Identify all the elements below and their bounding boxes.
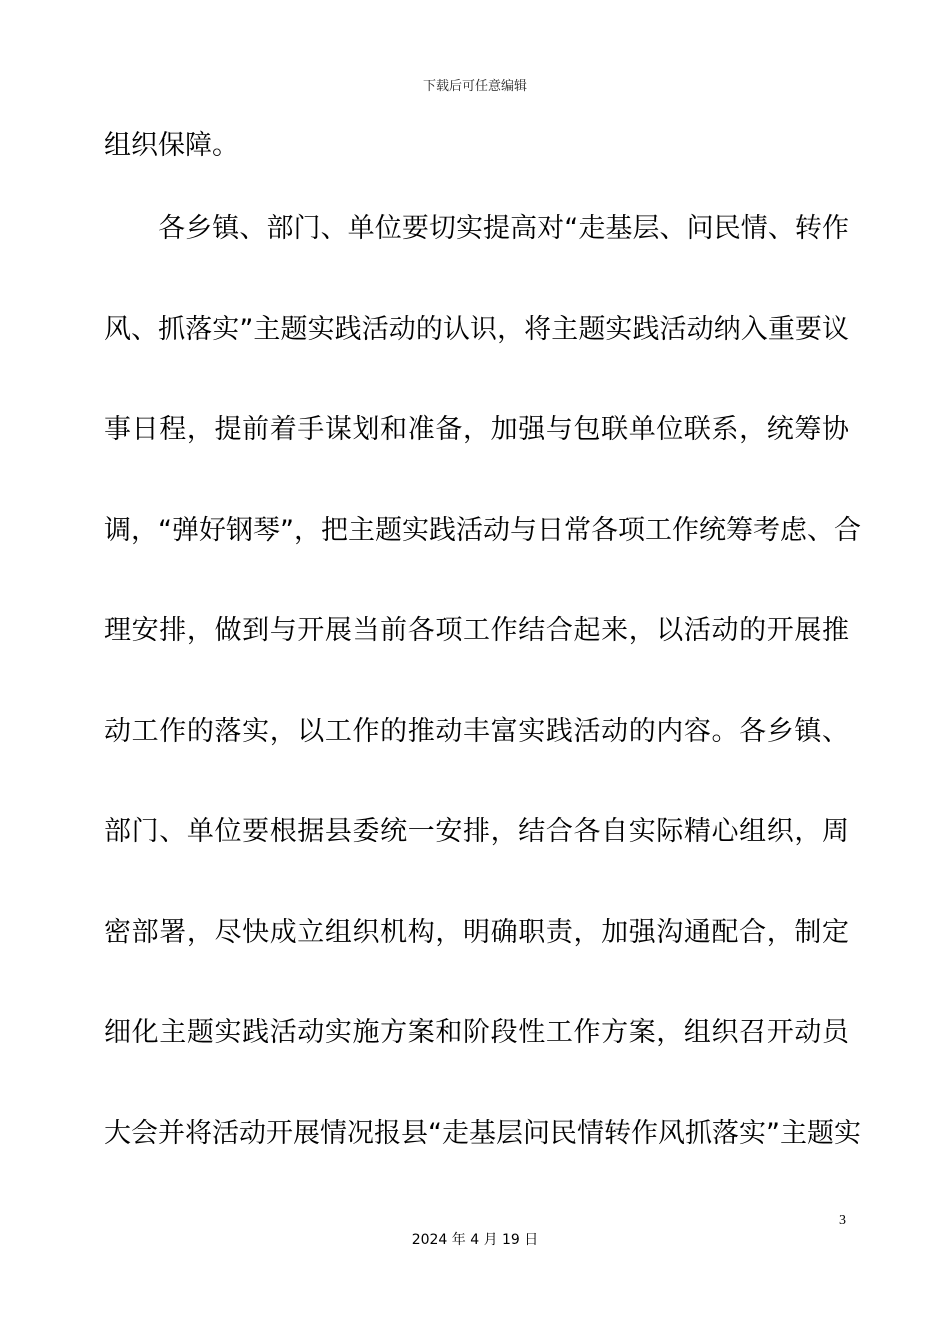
body-line-11: 大会并将活动开展情况报县“走基层问民情转作风抓落实”主题实 <box>104 1118 861 1149</box>
body-line-4: 事日程，提前着手谋划和准备，加强与包联单位联系，统筹协 <box>104 414 849 445</box>
body-line-7: 动工作的落实，以工作的推动丰富实践活动的内容。各乡镇、 <box>104 716 849 747</box>
body-line-8: 部门、单位要根据县委统一安排，结合各自实际精心组织，周 <box>104 816 849 847</box>
body-line-9: 密部署，尽快成立组织机构，明确职责，加强沟通配合，制定 <box>104 917 849 948</box>
body-line-6: 理安排，做到与开展当前各项工作结合起来，以活动的开展推 <box>104 615 849 646</box>
body-line-3: 风、抓落实”主题实践活动的认识，将主题实践活动纳入重要议 <box>104 314 849 345</box>
page-number: 3 <box>839 1213 846 1228</box>
footer-date: 2024 年 4 月 19 日 <box>411 1232 539 1248</box>
body-line-1: 组织保障。 <box>104 130 239 161</box>
body-line-2: 各乡镇、部门、单位要切实提高对“走基层、问民情、转作 <box>104 213 849 244</box>
page-header: 下载后可任意编辑 <box>422 79 527 94</box>
body-line-5: 调，“弹好钢琴”，把主题实践活动与日常各项工作统筹考虑、合 <box>104 515 861 546</box>
body-line-10: 细化主题实践活动实施方案和阶段性工作方案，组织召开动员 <box>104 1017 849 1048</box>
